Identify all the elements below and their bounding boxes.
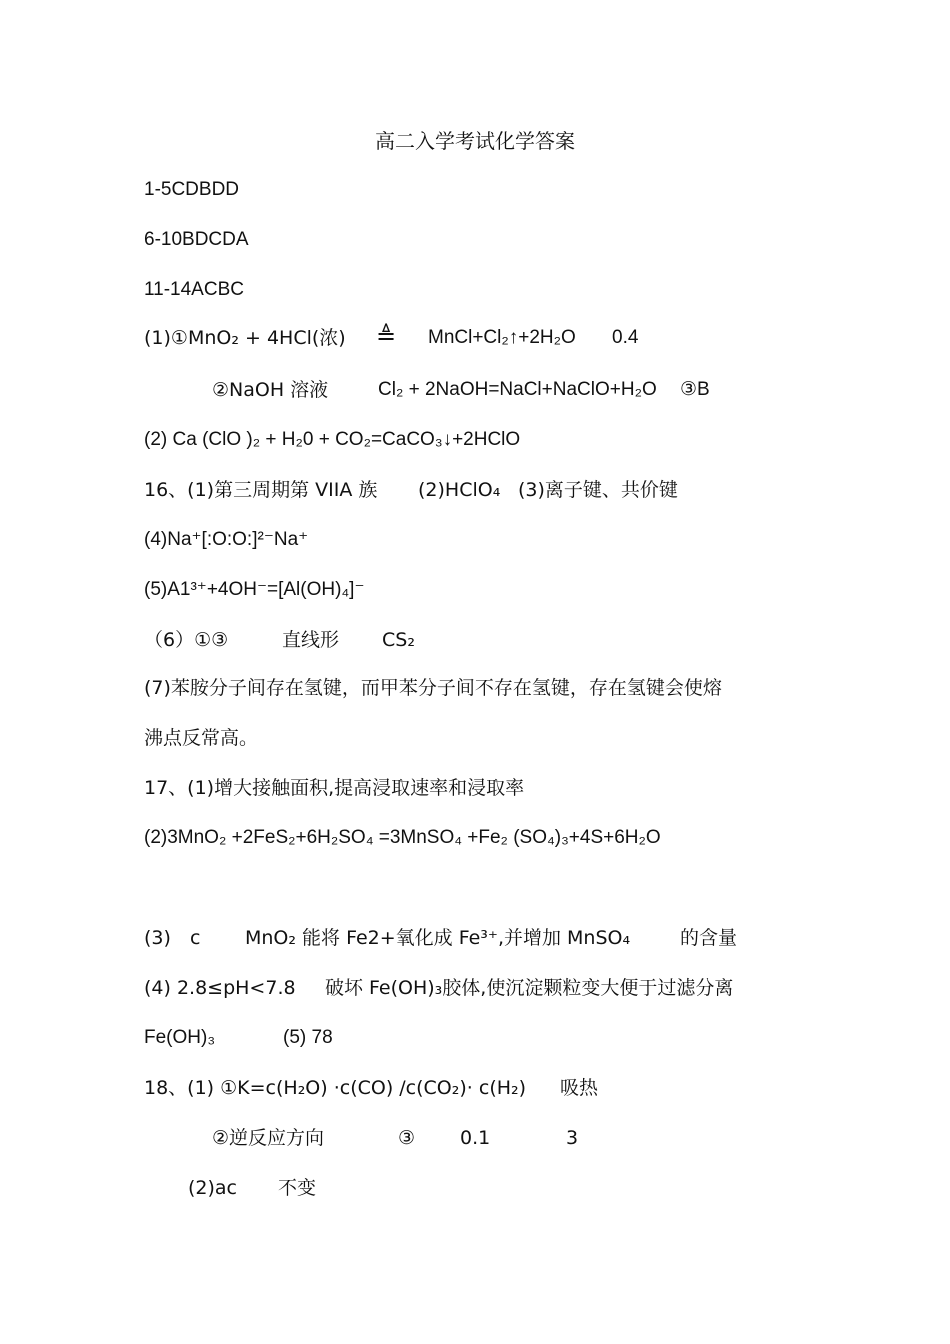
- q18-row1: [0, 1076, 950, 1106]
- q16-explanation-line1: (7)苯胺分子间存在氢键，而甲苯分子间不存在氢键，存在氢键会使熔: [144, 677, 722, 699]
- heating-condition-symbol: ≜: [376, 323, 397, 350]
- q17-part5: (5) 78: [283, 1027, 333, 1048]
- q18-row3: [0, 1176, 950, 1206]
- q15-reagent: ②NaOH 溶液: [212, 379, 329, 401]
- q15-value: 0.4: [612, 327, 639, 348]
- q18-sub3-label: ③: [398, 1127, 416, 1149]
- q17-row5: [0, 1026, 950, 1056]
- q18-direction: ②逆反应方向: [212, 1127, 325, 1149]
- q18-value-b: 3: [566, 1127, 579, 1149]
- q15-absorption-equation: Cl₂ + 2NaOH=NaCl+NaClO+H₂O: [378, 379, 657, 400]
- q18-heat: 吸热: [560, 1077, 599, 1099]
- q16-ionic-equation: (5)A1³⁺+4OH⁻=[Al(OH)₄]⁻: [144, 579, 365, 600]
- q17-part3-reason: MnO₂ 能将 Fe2+氧化成 Fe³⁺,并增加 MnSO₄: [245, 927, 631, 949]
- q17-separated-product: Fe(OH)₃: [144, 1027, 216, 1048]
- document-title: 高二入学考试化学答案: [375, 129, 575, 153]
- q15-part1-row: [0, 323, 950, 356]
- q16-shape: 直线形: [282, 629, 340, 651]
- q16-period-group: 16、(1)第三周期第 VIIA 族: [144, 479, 378, 501]
- q15-equation-products: MnCl+Cl₂↑+2H₂O: [428, 327, 576, 348]
- q16-electron-formula: (4)Na⁺[:O:O:]²⁻Na⁺: [144, 529, 309, 550]
- q16-choices: （6）①③: [144, 629, 229, 651]
- q15-choice: ③B: [680, 379, 710, 400]
- q15-part-2: (2) Ca (ClO )₂ + H₂0 + CO₂=CaCO₃↓+2HClO: [144, 429, 521, 450]
- q17-ph-reason: 破坏 Fe(OH)₃胶体,使沉淀颗粒变大便于过滤分离: [325, 977, 734, 999]
- q17-row4: [0, 976, 950, 1006]
- q16-row1: [0, 478, 950, 508]
- q18-value-a: 0.1: [460, 1127, 491, 1149]
- q18-part2-choice: (2)ac: [188, 1177, 238, 1199]
- answers-11-14: 11-14ACBC: [144, 279, 244, 300]
- answers-6-10: 6-10BDCDA: [144, 229, 249, 250]
- q16-row6: [0, 628, 950, 658]
- q18-row2: [0, 1126, 950, 1156]
- answers-1-5: 1-5CDBDD: [144, 179, 240, 200]
- q17-ph-range: (4) 2.8≤pH<7.8: [144, 977, 296, 999]
- q17-part3-choice: c: [190, 927, 201, 949]
- q17-part3-tail: 的含量: [680, 927, 738, 949]
- q17-part3-label: (3): [144, 927, 171, 949]
- q17-part1: 17、(1)增大接触面积,提高浸取速率和浸取率: [144, 777, 525, 799]
- q16-acid: (2)HClO₄: [418, 479, 501, 501]
- q18-part2-result: 不变: [278, 1177, 317, 1199]
- q17-row3: [0, 926, 950, 956]
- q16-molecule: CS₂: [382, 629, 415, 651]
- q18-equilibrium-constant: 18、(1) ①K=c(H₂O) ·c(CO) /c(CO₂)· c(H₂): [144, 1077, 527, 1099]
- q16-bond-types: (3)离子键、共价键: [518, 479, 678, 501]
- q15-equation-reactants: (1)①MnO₂ + 4HCl(浓): [144, 327, 346, 349]
- q15-part2-row: [0, 378, 950, 408]
- q17-part2-equation: (2)3MnO₂ +2FeS₂+6H₂SO₄ =3MnSO₄ +Fe₂ (SO₄)₃+4S+6H₂O: [144, 827, 661, 848]
- q16-explanation-line2: 沸点反常高。: [144, 727, 259, 749]
